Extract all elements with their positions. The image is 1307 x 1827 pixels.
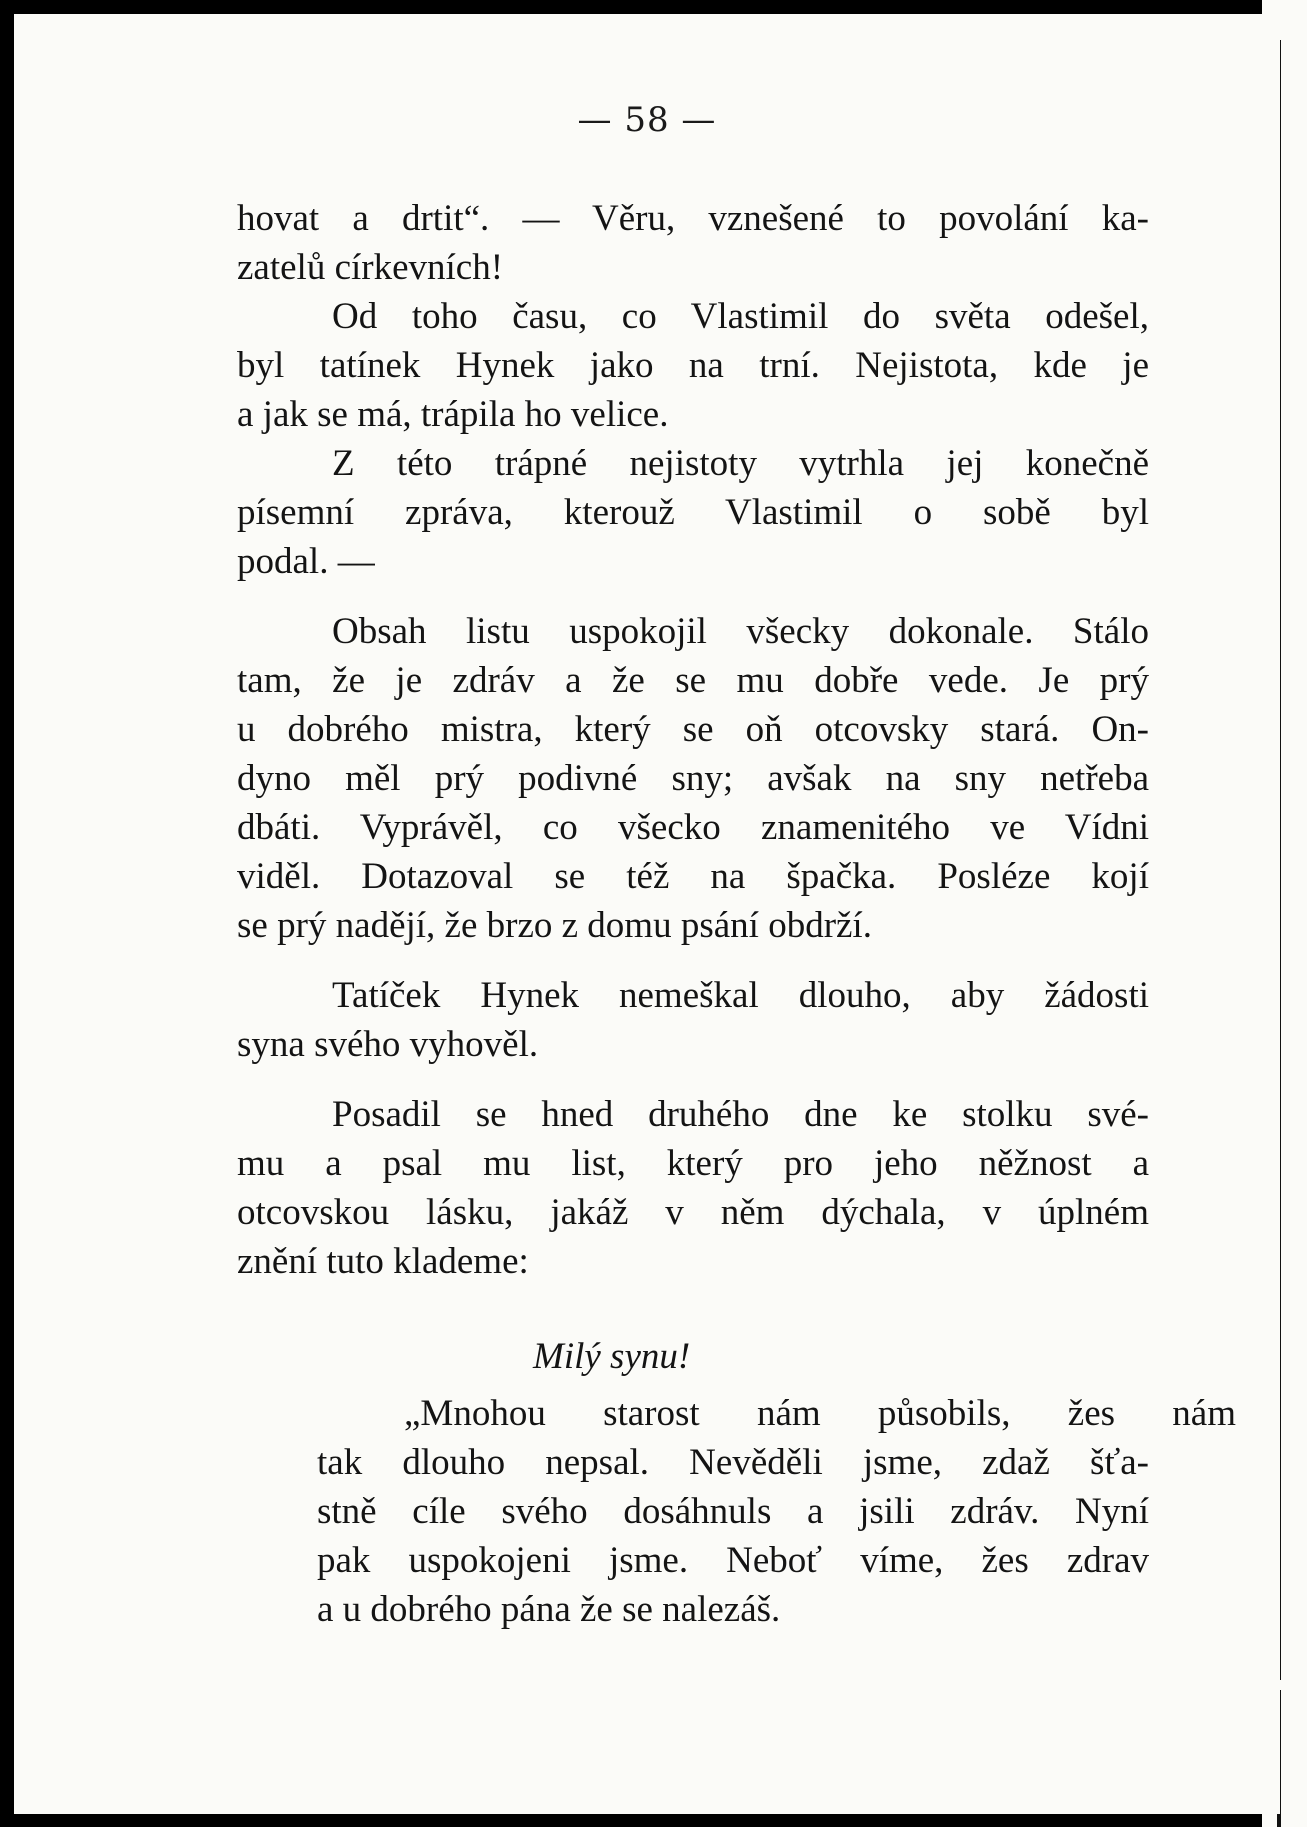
paragraph-2 [237,292,1149,439]
text-line: viděl. Dotazoval se též na špačka. Posléze kojí [237,856,1149,897]
paragraph-6 [237,1090,1149,1286]
text-line: Z této trápné nejistoty vytrhla jej konečně [332,443,1149,484]
letter-body [237,1389,1236,1634]
text-line: Posadil se hned druhého dne ke stolku své- [332,1094,1149,1135]
text-line: zatelů církevních! [237,247,504,288]
text-line: písemní zpráva, kterouž Vlastimil o sobě byl [237,492,1149,533]
text-line: mu a psal mu list, který pro jeho něžnost a [237,1143,1149,1184]
text-line: u dobrého mistra, který se oň otcovsky stará. On- [237,709,1149,750]
text-line: tam, že je zdráv a že se mu dobře vede. Je prý [237,660,1149,701]
paragraph-3 [237,439,1149,586]
text-line: se prý nadějí, že brzo z domu psání obdrží. [237,905,872,946]
page-number: — 58 — [577,100,717,140]
paragraph-gap [237,1069,1149,1090]
paragraph-4 [237,607,1149,950]
letter-line: „Mnohou starost nám působils, žes nám [404,1393,1236,1434]
text-line: podal. — [237,541,375,582]
book-page [14,14,1280,1814]
letter-line: tak dlouho nepsal. Nevěděli jsme, zdaž šťa- [317,1442,1149,1483]
page-text [237,194,1236,1634]
text-line: otcovskou lásku, jakáž v něm dýchala, v úplném [237,1192,1149,1233]
text-line: a jak se má, trápila ho velice. [237,394,669,435]
text-line: Od toho času, co Vlastimil do světa odešel, [332,296,1149,337]
text-line: hovat a drtit“. — Věru, vznešené to povolání ka- [237,198,1149,239]
paragraph-gap [237,950,1149,971]
paragraph-1 [237,194,1149,292]
text-line: dyno měl prý podivné sny; avšak na sny netřeba [237,758,1149,799]
text-line: syna svého vyhověl. [237,1024,539,1065]
text-line: Tatíček Hynek nemeškal dlouho, aby žádosti [332,975,1149,1016]
paragraph-gap [237,586,1149,607]
letter-salutation: Milý synu! [533,1336,691,1377]
text-line: dbáti. Vyprávěl, co všecko znamenitého ve Vídni [237,807,1149,848]
letter-line: stně cíle svého dosáhnuls a jsili zdráv. Nyní [317,1491,1149,1532]
text-line: byl tatínek Hynek jako na trní. Nejistota, kde je [237,345,1149,386]
text-line: Obsah listu uspokojil všecky dokonale. Stálo [332,611,1149,652]
paragraph-5 [237,971,1149,1069]
letter-line: a u dobrého pána že se nalezáš. [317,1589,781,1630]
letter-line: pak uspokojeni jsme. Neboť víme, žes zdrav [317,1540,1149,1581]
text-line: znění tuto klademe: [237,1241,529,1282]
